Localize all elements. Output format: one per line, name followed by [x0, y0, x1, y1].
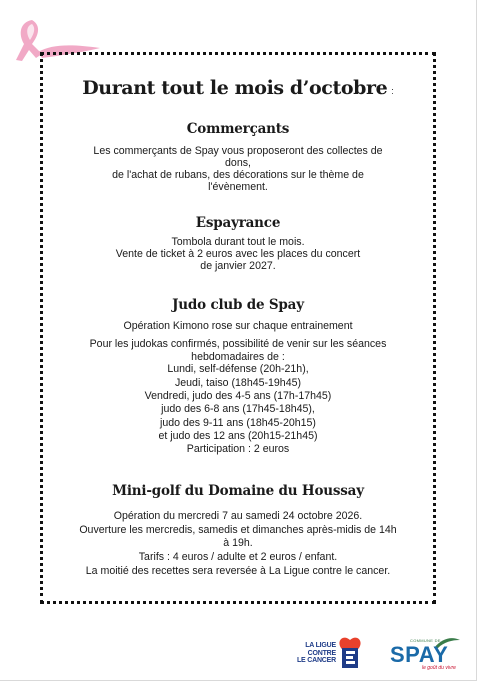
section-title-minigolf: Mini-golf du Domaine du Houssay — [112, 483, 364, 499]
text-line: et judo des 12 ans (20h15-21h45) — [158, 430, 318, 442]
text-line: judo des 9-11 ans (18h45-20h15) — [160, 417, 316, 429]
text-line: judo des 6-8 ans (17h45-18h45), — [161, 403, 315, 415]
text-line: dons, — [225, 157, 251, 169]
section-title-judo: Judo club de Spay — [172, 297, 304, 313]
section-title-espayrance: Espayrance — [195, 215, 281, 231]
text-line: l'évènement. — [208, 181, 268, 193]
text-line: Vente de ticket à 2 euros avec les places du concert — [115, 248, 361, 260]
text-line: La moitié des recettes sera reversée à La Ligue contre le cancer. — [85, 565, 391, 577]
text-line: Lundi, self-défense (20h-21h), — [167, 363, 309, 375]
text-line: de janvier 2027. — [200, 260, 276, 272]
ligue-heart-icon — [338, 636, 362, 670]
spay-logo — [388, 640, 468, 674]
ligue-contre-le-cancer-logo — [296, 634, 378, 674]
dotted-frame — [40, 52, 436, 604]
spay-logo-top: COMMUNE DE — [410, 638, 441, 643]
text-line: Tombola durant tout le mois. — [171, 236, 305, 248]
text-line: hebdomadaires de : — [191, 351, 285, 363]
text-line: Vendredi, judo des 4-5 ans (17h-17h45) — [144, 390, 332, 402]
text-line: Les commerçants de Spay vous proposeront des collectes de — [93, 145, 383, 157]
text-line: de l'achat de rubans, des décorations sur le thème de — [112, 169, 364, 181]
text-line: à 19h. — [223, 537, 253, 549]
page-title — [43, 77, 433, 99]
text-line: Tarifs : 4 euros / adulte et 2 euros / enfant. — [138, 551, 338, 563]
text-line: Pour les judokas confirmés, possibilité de venir sur les séances — [89, 338, 387, 350]
spay-logo-slogan: le goût du vivre — [422, 665, 456, 671]
text-line: Opération Kimono rose sur chaque entrainement — [123, 320, 353, 332]
ligue-logo-text: LA LIGUE CONTRE LE CANCER — [296, 642, 336, 664]
section-title-commercants: Commerçants — [186, 121, 290, 137]
spay-logo-word: SPAY — [390, 642, 449, 667]
title-colon: : — [391, 86, 394, 96]
text-line: Jeudi, taiso (18h45-19h45) — [174, 377, 302, 389]
text-line: Opération du mercredi 7 au samedi 24 octobre 2026. — [113, 510, 363, 522]
text-line: Participation : 2 euros — [186, 443, 290, 455]
text-line: Ouverture les mercredis, samedis et dimanches après-midis de 14h — [79, 524, 397, 536]
title-text: Durant tout le mois d’octobre — [82, 77, 388, 99]
